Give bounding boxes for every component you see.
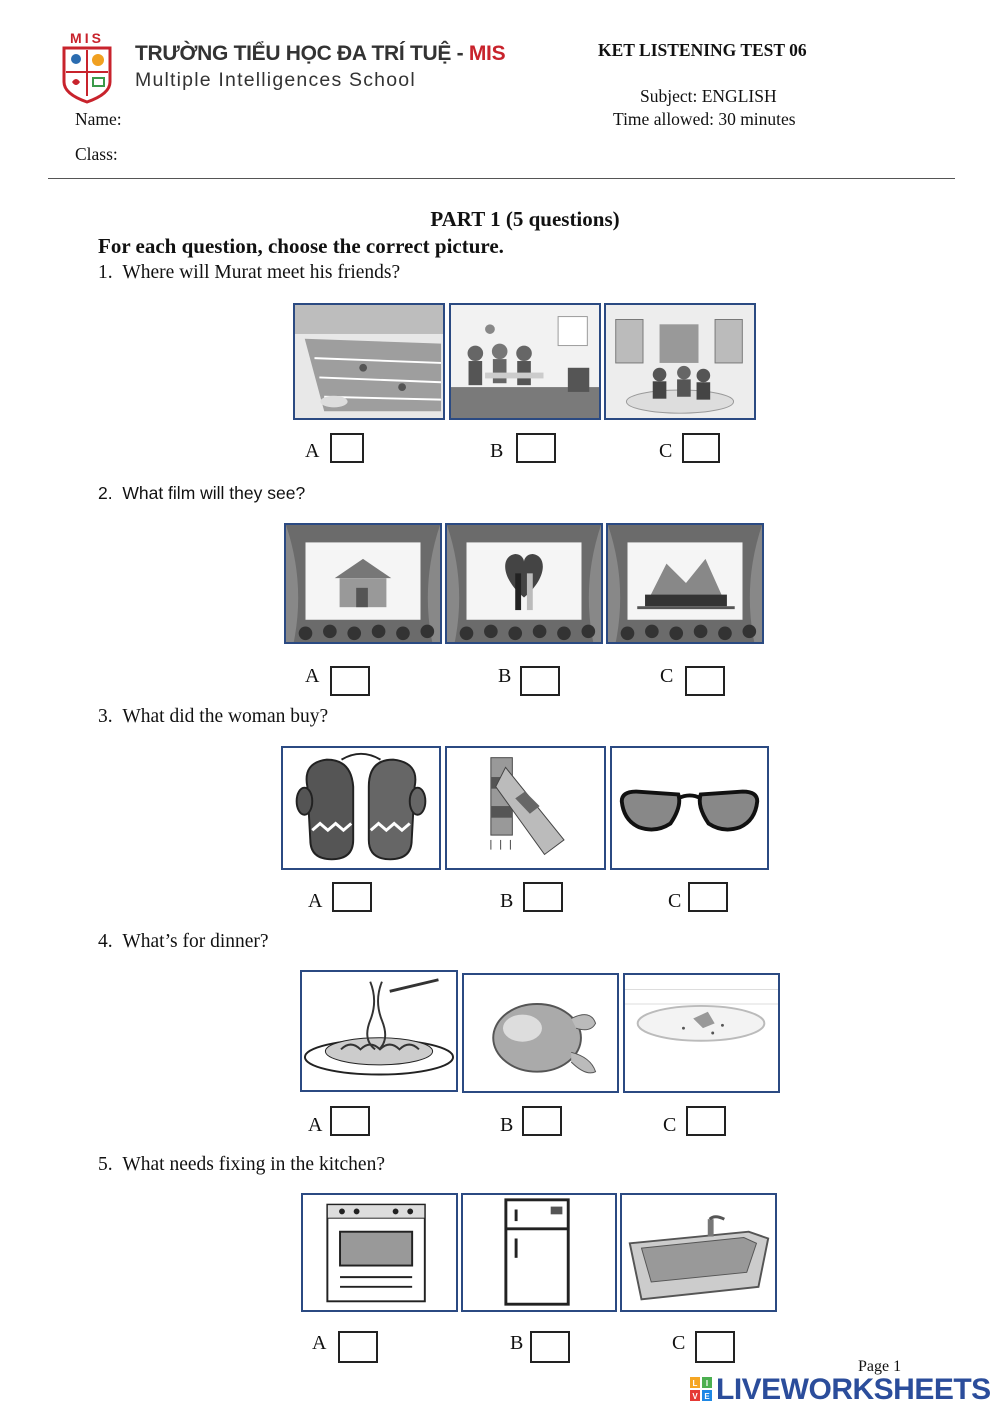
option-letter-c: C	[660, 665, 674, 687]
option-letter-a: A	[308, 890, 323, 912]
answer-box-4c[interactable]	[686, 1106, 726, 1136]
time-allowed: Time allowed: 30 minutes	[613, 109, 796, 129]
picture-scarf	[445, 746, 606, 870]
answer-box-3a[interactable]	[332, 882, 372, 912]
option-letter-b: B	[500, 890, 514, 912]
instruction: For each question, choose the correct picture.	[98, 234, 504, 258]
logo-icon-letter: V	[692, 1392, 698, 1401]
answer-box-3c[interactable]	[688, 882, 728, 912]
picture-gloves	[281, 746, 441, 870]
picture-roast-chicken	[462, 973, 619, 1093]
picture-cafe	[449, 303, 601, 420]
question-4: 4. What’s for dinner?	[98, 931, 269, 952]
question-2: 2. What film will they see?	[98, 483, 306, 503]
option-letter-c: C	[672, 1332, 686, 1354]
option-letter-a: A	[305, 440, 320, 462]
picture-spaghetti	[300, 970, 458, 1092]
answer-box-4b[interactable]	[522, 1106, 562, 1136]
option-letter-c: C	[663, 1114, 677, 1136]
picture-sink	[620, 1193, 777, 1312]
picture-fridge	[461, 1193, 617, 1312]
answer-box-5c[interactable]	[695, 1331, 735, 1363]
option-letter-b: B	[500, 1114, 514, 1136]
option-letter-c: C	[668, 890, 682, 912]
option-letter-b: B	[490, 440, 504, 462]
question-1: 1. Where will Murat meet his friends?	[98, 262, 401, 283]
logo-icon-letter: L	[692, 1379, 698, 1388]
school-name-english: Multiple Intelligences School	[135, 69, 416, 91]
part-title: PART 1 (5 questions)	[430, 207, 620, 231]
school-logo	[60, 30, 114, 104]
question-3: 3. What did the woman buy?	[98, 706, 329, 727]
option-letter-c: C	[659, 440, 673, 462]
answer-box-1c[interactable]	[682, 433, 720, 463]
test-title: KET LISTENING TEST 06	[598, 40, 807, 60]
answer-box-4a[interactable]	[330, 1106, 370, 1136]
answer-box-3b[interactable]	[523, 882, 563, 912]
name-label: Name:	[75, 109, 122, 129]
header-divider	[48, 178, 955, 179]
picture-cinema-house-film	[284, 523, 442, 644]
picture-swimming-pool	[293, 303, 445, 420]
picture-fish-plate	[623, 973, 780, 1093]
logo-icon-letter: E	[704, 1392, 710, 1401]
answer-box-1b[interactable]	[516, 433, 556, 463]
subject-line: Subject: ENGLISH	[640, 86, 777, 106]
logo-icon-letter: I	[705, 1379, 709, 1388]
picture-cooker	[301, 1193, 458, 1312]
question-5: 5. What needs fixing in the kitchen?	[98, 1154, 385, 1175]
logo-text: MIS	[70, 30, 104, 46]
answer-box-2b[interactable]	[520, 666, 560, 696]
option-letter-a: A	[305, 665, 320, 687]
answer-box-5a[interactable]	[338, 1331, 378, 1363]
option-letter-b: B	[510, 1332, 524, 1354]
picture-cinema-love-film	[445, 523, 603, 644]
picture-cinema-train-film	[606, 523, 764, 644]
answer-box-5b[interactable]	[530, 1331, 570, 1363]
answer-box-2c[interactable]	[685, 666, 725, 696]
option-letter-a: A	[312, 1332, 327, 1354]
school-name: TRƯỜNG TIỂU HỌC ĐA TRÍ TUỆ - MIS	[135, 42, 506, 65]
page-number: Page 1	[858, 1358, 902, 1375]
option-letter-b: B	[498, 665, 512, 687]
picture-living-room	[604, 303, 756, 420]
answer-box-1a[interactable]	[330, 433, 364, 463]
liveworksheets-logo-icon	[690, 1377, 712, 1401]
picture-sunglasses	[610, 746, 769, 870]
class-label: Class:	[75, 144, 118, 164]
liveworksheets-brand[interactable]: LIVEWORKSHEETS	[716, 1373, 991, 1406]
answer-box-2a[interactable]	[330, 666, 370, 696]
option-letter-a: A	[308, 1114, 323, 1136]
